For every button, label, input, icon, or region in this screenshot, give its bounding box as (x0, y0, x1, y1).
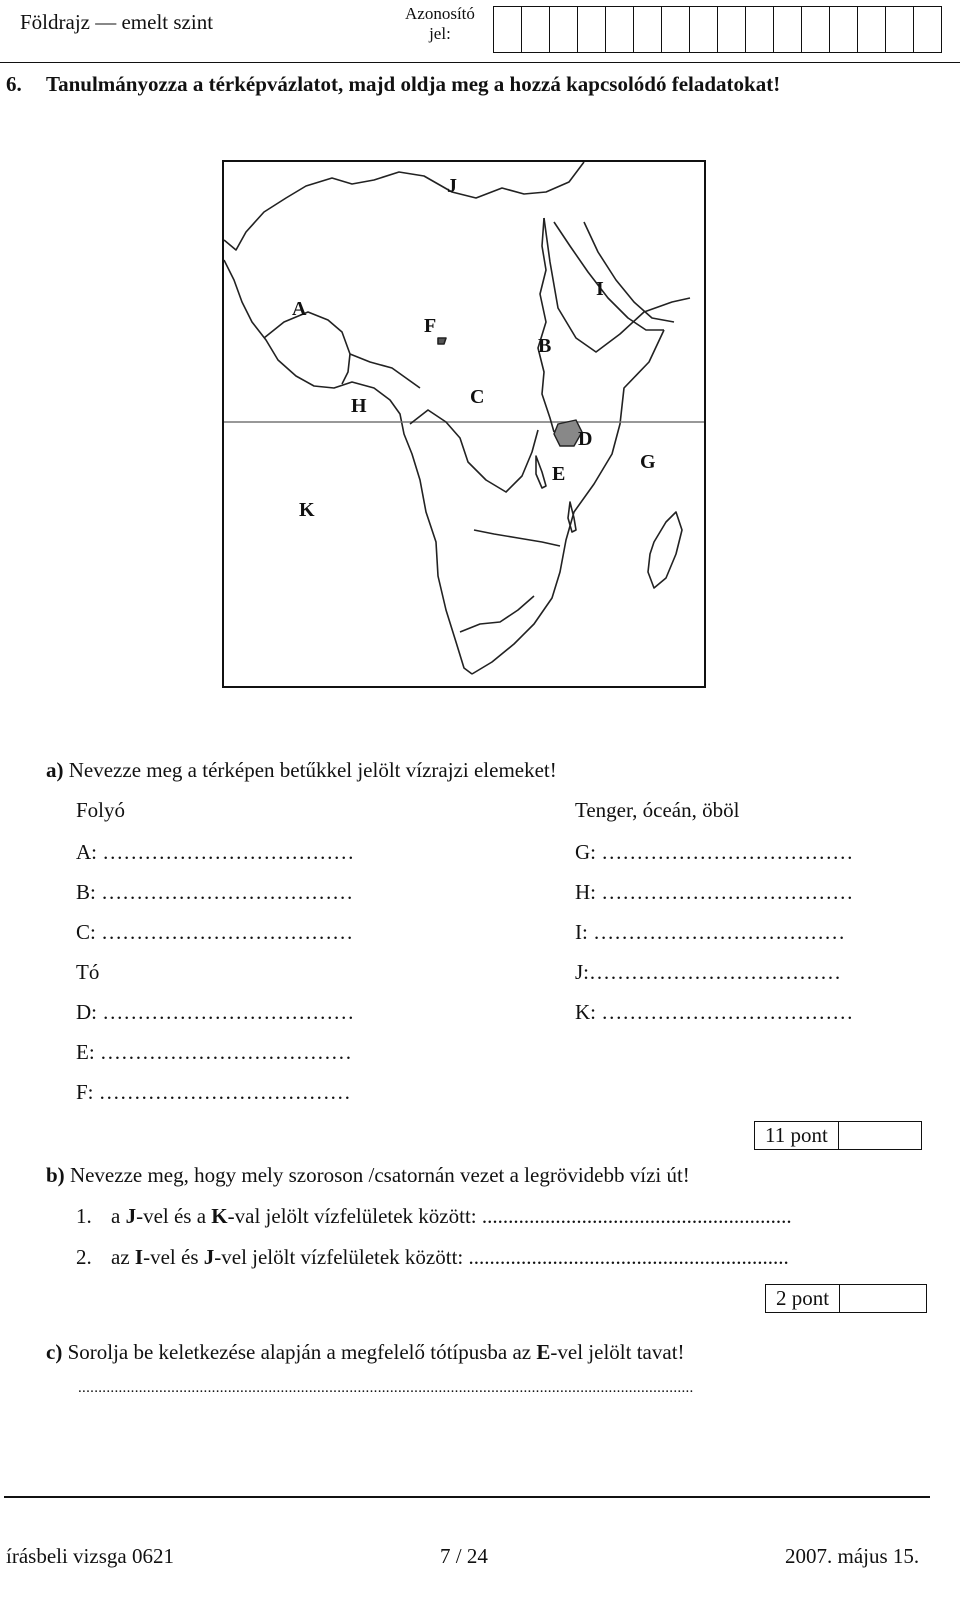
item-2-number: 2. (76, 1245, 92, 1269)
points-input-b[interactable] (840, 1285, 926, 1312)
question-number: 6. (6, 72, 22, 96)
part-c-answer-line[interactable]: ........................................................................................................................................................ (78, 1380, 694, 1396)
part-a-letter: a) (46, 758, 64, 782)
map-label-I: I (596, 278, 604, 300)
id-label-line1: Azonosító (405, 4, 475, 23)
answer-D[interactable]: D: ……………………………… (76, 1000, 355, 1024)
id-box[interactable] (745, 6, 774, 53)
map-label-J: J (447, 175, 457, 197)
part-b-letter: b) (46, 1163, 65, 1187)
id-boxes (494, 6, 942, 53)
heading-river: Folyó (76, 798, 126, 822)
id-box[interactable] (913, 6, 942, 53)
niger-tributary (350, 354, 420, 388)
id-box[interactable] (773, 6, 802, 53)
exam-subject: Földrajz — emelt szint (20, 10, 214, 34)
points-label-b: 2 pont (766, 1285, 840, 1312)
lake-tanganyika (536, 456, 546, 488)
item-1-text-a: a (111, 1204, 126, 1228)
heading-lake: Tó (76, 960, 100, 984)
map-label-A: A (292, 298, 307, 320)
answer-B[interactable]: B: ……………………………… (76, 880, 354, 904)
map-label-E: E (552, 463, 566, 485)
points-box-a (754, 1121, 922, 1150)
header-rule (0, 62, 960, 63)
points-label-a: 11 pont (755, 1122, 839, 1149)
answer-E[interactable]: E: ……………………………… (76, 1040, 352, 1064)
answer-J[interactable]: J:……………………………… (575, 960, 842, 984)
red-sea-coast-2 (584, 222, 674, 322)
points-input-a[interactable] (839, 1122, 921, 1149)
answer-F[interactable]: F: ……………………………… (76, 1080, 351, 1104)
answer-G[interactable]: G: ……………………………… (575, 840, 854, 864)
answer-H[interactable]: H: ……………………………… (575, 880, 854, 904)
id-box[interactable] (577, 6, 606, 53)
id-box[interactable] (549, 6, 578, 53)
africa-map-svg (224, 162, 704, 686)
part-b-item-1[interactable] (76, 1204, 792, 1229)
heading-sea: Tenger, óceán, öböl (575, 798, 740, 822)
part-b-text: Nevezze meg, hogy mely szoroson /csatornán vezet a legrövidebb vízi út! (69, 1163, 690, 1187)
item-2-I: I (134, 1245, 144, 1269)
answer-C[interactable]: C: ……………………………… (76, 920, 354, 944)
footer-rule (4, 1496, 930, 1498)
answer-I[interactable]: I: ……………………………… (575, 920, 846, 944)
id-label-line2: jel: (429, 24, 451, 43)
part-a-prompt (46, 758, 557, 783)
part-c-prompt (46, 1340, 685, 1365)
footer-date: 2007. május 15. (785, 1544, 920, 1568)
id-box[interactable] (689, 6, 718, 53)
map-label-D: D (578, 428, 593, 450)
map-label-K: K (299, 499, 315, 521)
item-2-text-b: -vel és (143, 1245, 204, 1269)
item-1-text-c: -val jelölt vízfelületek között: ........................................................... (227, 1204, 792, 1228)
id-label (405, 4, 475, 44)
item-1-number: 1. (76, 1204, 92, 1228)
part-c-E: E (536, 1340, 551, 1364)
part-b-prompt (46, 1163, 690, 1188)
madagascar (648, 512, 682, 588)
niger-river (264, 312, 350, 384)
part-c-text-b: -vel jelölt tavat! (550, 1340, 685, 1364)
part-a-text: Nevezze meg a térképen betűkkel jelölt vízrajzi elemeket! (68, 758, 557, 782)
answer-A[interactable]: A: ……………………………… (76, 840, 355, 864)
id-box[interactable] (829, 6, 858, 53)
item-2-J: J (203, 1245, 215, 1269)
id-box[interactable] (801, 6, 830, 53)
africa-map (222, 160, 706, 688)
id-box[interactable] (605, 6, 634, 53)
id-box[interactable] (521, 6, 550, 53)
item-2-text-a: az (111, 1245, 135, 1269)
item-1-text-b: -vel és a (136, 1204, 212, 1228)
part-c-letter: c) (46, 1340, 63, 1364)
footer-page-number: 7 / 24 (440, 1544, 488, 1568)
map-label-G: G (640, 451, 656, 473)
part-c-text-a: Sorolja be keletkezése alapján a megfelelő tótípusba az (67, 1340, 537, 1364)
answer-K[interactable]: K: ……………………………… (575, 1000, 854, 1024)
id-box[interactable] (717, 6, 746, 53)
question-text: Tanulmányozza a térképvázlatot, majd oldja meg a hozzá kapcsolódó feladatokat! (46, 72, 781, 96)
id-box[interactable] (857, 6, 886, 53)
orange-river (460, 596, 534, 632)
points-box-b (765, 1284, 927, 1313)
map-label-B: B (538, 335, 552, 357)
footer-exam-code: írásbeli vizsga 0621 (6, 1544, 174, 1568)
continent-outline (224, 162, 690, 674)
item-1-J: J (125, 1204, 137, 1228)
id-box[interactable] (493, 6, 522, 53)
map-label-H: H (351, 395, 367, 417)
item-1-K: K (211, 1204, 228, 1228)
lake-chad (438, 338, 446, 344)
map-label-C: C (470, 386, 485, 408)
id-box[interactable] (661, 6, 690, 53)
part-b-item-2[interactable] (76, 1245, 789, 1270)
id-box[interactable] (633, 6, 662, 53)
item-2-text-c: -vel jelölt vízfelületek között: ............................................................. (214, 1245, 789, 1269)
nile-river (538, 218, 554, 432)
zambezi-river (474, 530, 560, 546)
map-label-F: F (424, 315, 437, 337)
id-box[interactable] (885, 6, 914, 53)
